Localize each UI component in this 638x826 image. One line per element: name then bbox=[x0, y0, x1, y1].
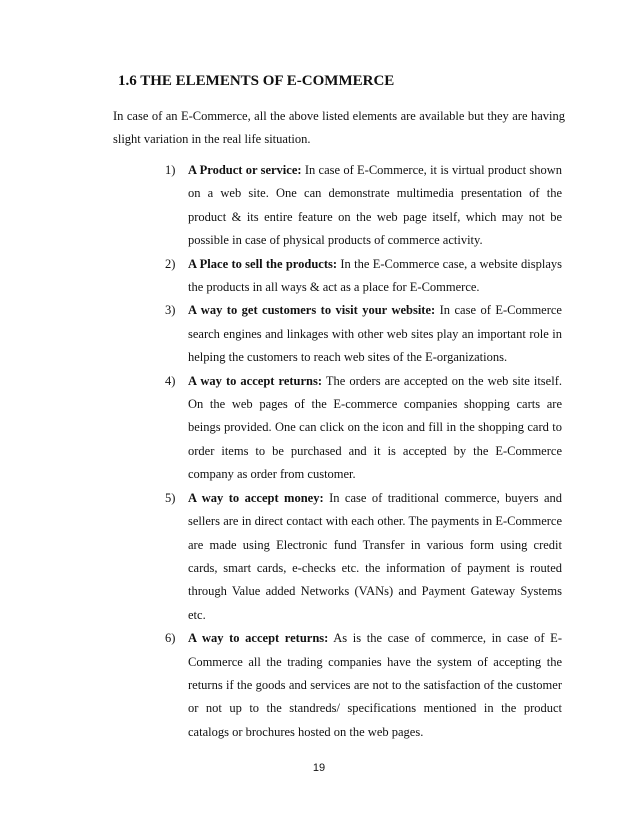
list-item bbox=[0, 253, 562, 300]
item-lead: A way to accept money: bbox=[188, 490, 324, 505]
section-heading: 1.6 THE ELEMENTS OF E-COMMERCE bbox=[118, 73, 395, 89]
list-item bbox=[0, 487, 562, 627]
elements-list bbox=[0, 159, 638, 744]
item-number: 2) bbox=[165, 256, 176, 271]
item-text: In case of E-Commerce, it is virtual product shown on a web site. One can demonstrate multimedia presentation of the product & its entire feature on the web page itself, which may not be possible in case of physical products of commerce activity. bbox=[188, 163, 562, 248]
item-lead: A Product or service: bbox=[188, 163, 302, 177]
item-number: 5) bbox=[165, 490, 176, 505]
item-text: In case of E-Commerce search engines and linkages with other web sites play an important role in helping the customers to reach web sites of the E-organizations. bbox=[188, 303, 562, 365]
item-text: As is the case of commerce, in case of E-Commerce all the trading companies have the system of accepting the returns if the goods and services are not to the satisfaction of the customer or not up to the standreds/ specifications mentioned in the product catalogs or brochures hosted on the web pages. bbox=[188, 631, 562, 739]
list-item bbox=[0, 627, 562, 744]
page-number: 19 bbox=[312, 762, 326, 774]
item-lead: A way to accept returns: bbox=[188, 631, 329, 646]
list-item bbox=[0, 299, 562, 369]
list-item bbox=[0, 159, 562, 253]
item-text: The orders are accepted on the web site itself. On the web pages of the E-commerce companies shopping carts are beings provided. One can click on the icon and fill in the shopping card to order items to be purchased and it is accepted by the E-Commerce company as order from customer. bbox=[188, 373, 562, 482]
item-number: 3) bbox=[165, 303, 176, 318]
item-text: In the E-Commerce case, a website displays the products in all ways & act as a place for E-Commerce. bbox=[188, 256, 562, 295]
intro-paragraph: In case of an E-Commerce, all the above listed elements are available but they are having slight variation in the real life situation. bbox=[113, 109, 565, 146]
item-lead: A way to get customers to visit your website: bbox=[188, 303, 436, 318]
item-lead: A way to accept returns: bbox=[188, 373, 323, 388]
list-item bbox=[0, 370, 562, 487]
item-number: 1) bbox=[165, 163, 176, 177]
item-lead: A Place to sell the products: bbox=[188, 256, 338, 271]
item-number: 6) bbox=[165, 631, 176, 646]
item-text: In case of traditional commerce, buyers and sellers are in direct contact with each other. The payments in E-Commerce are made using Electronic fund Transfer in various form using credit cards, smart cards, e-checks etc. the information of payment is routed through Value added Networks (VANs) and Payment Gateway Systems etc. bbox=[188, 490, 562, 622]
item-number: 4) bbox=[165, 373, 176, 388]
